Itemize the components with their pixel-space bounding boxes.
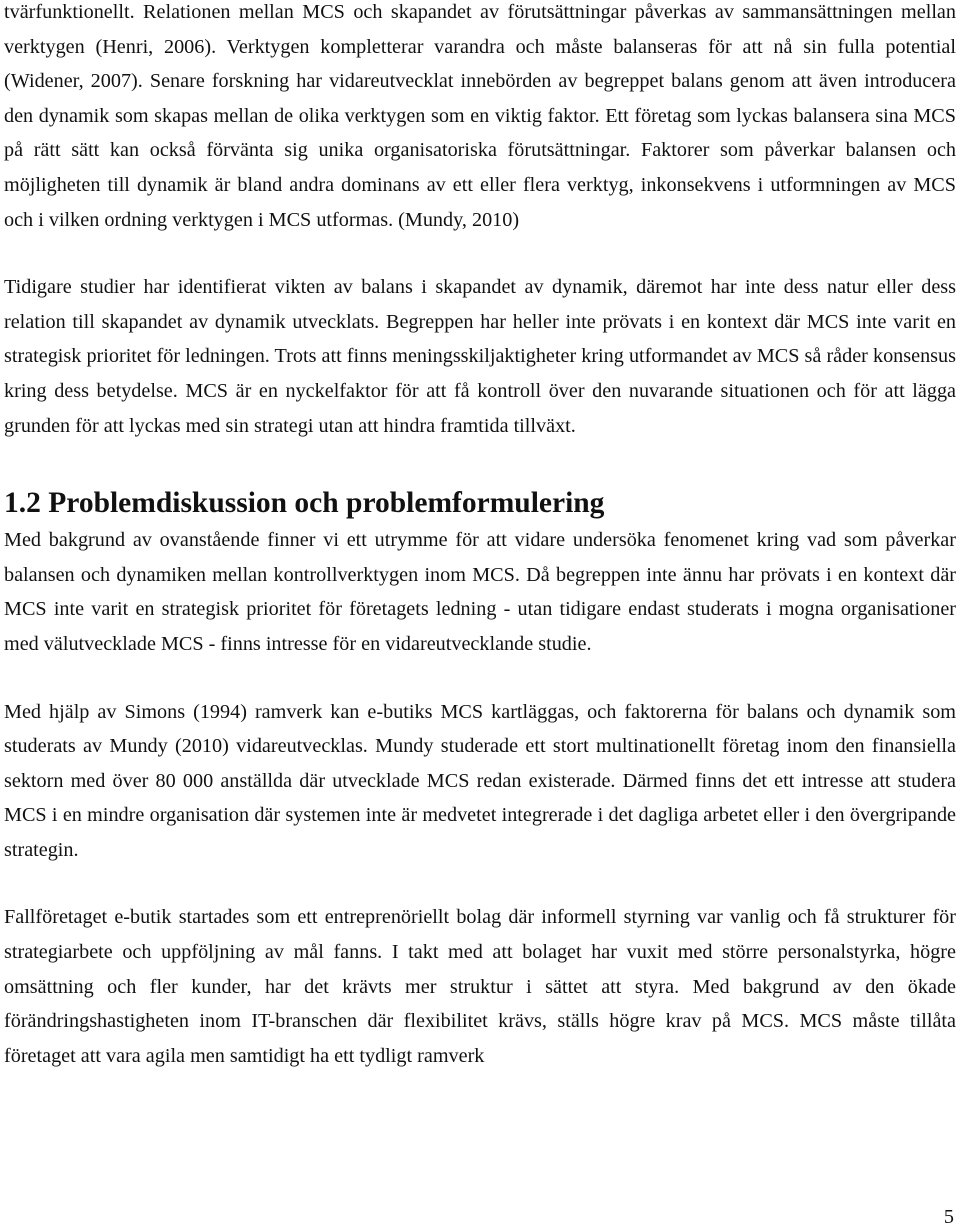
paragraph-balance-dynamics: tvärfunktionellt. Relationen mellan MCS och skapandet av förutsättningar påverkas av sammansättningen mellan verktygen (Henri, 2006). Verktygen kompletterar varandra och måste balanseras för att nå sin fulla potential (Widener, 2007). Senare forskning har vidareutvecklat innebörden av begreppet balans genom att även introducera den dynamik som skapas mellan de olika verktygen som en viktig faktor. Ett företag som lyckas balansera sina MCS på rätt sätt kan också förvänta sig unika organisatoriska förutsättningar. Faktorer som påverkar balansen och möjligheten till dynamik är bland andra dominans av ett eller flera verktyg, inkonsekvens i utformningen av MCS och i vilken ordning verktygen i MCS utformas. (Mundy, 2010) xyxy=(4,1,956,231)
paragraph-previous-studies: Tidigare studier har identifierat vikten av balans i skapandet av dynamik, däremot har inte dess natur eller dess relation till skapandet av dynamik utvecklats. Begreppen har heller inte prövats i en kontext där MCS inte varit en strategisk prioritet för ledningen. Trots att finns meningsskiljaktigheter kring utformandet av MCS så råder konsensus kring dess betydelse. MCS är en nyckelfaktor för att få kontroll över den nuvarande situationen och för att lägga grunden för att lyckas med sin strategi utan att hindra framtida tillväxt. xyxy=(4,276,956,437)
paragraph-problem-discussion: Med bakgrund av ovanstående finner vi ett utrymme för att vidare undersöka fenomenet kring vad som påverkar balansen och dynamiken mellan kontrollverktygen inom MCS. Då begreppen inte ännu har prövats i en kontext där MCS inte varit en strategisk prioritet för företagets ledning - utan tidigare endast studerats i mogna organisationer med välutvecklade MCS - finns intresse för en vidareutvecklande studie. xyxy=(4,529,956,655)
page-number: 5 xyxy=(943,1206,954,1228)
section-heading: 1.2 Problemdiskussion och problemformulering xyxy=(4,487,605,520)
page-content xyxy=(4,0,956,1073)
paragraph-case-company: Fallföretaget e-butik startades som ett entreprenöriellt bolag där informell styrning var vanlig och få strukturer för strategiarbete och uppföljning av mål fanns. I takt med att bolaget har vuxit med större personalstyrka, högre omsättning och fler kunder, har det krävts mer struktur i sättet att styra. Med bakgrund av den ökade förändringshastigheten inom IT-branschen där flexibilitet krävs, ställs högre krav på MCS. MCS måste tillåta företaget att vara agila men samtidigt ha ett tydligt ramverk xyxy=(4,906,956,1067)
paragraph-simons-framework: Med hjälp av Simons (1994) ramverk kan e-butiks MCS kartläggas, och faktorerna för balans och dynamik som studerats av Mundy (2010) vidareutvecklas. Mundy studerade ett stort multinationellt företag inom den finansiella sektorn med över 80 000 anställda där utvecklade MCS redan existerade. Därmed finns det ett intresse att studera MCS i en mindre organisation där systemen inte är medvetet integrerade i det dagliga arbetet eller i den övergripande strategin. xyxy=(4,700,956,861)
